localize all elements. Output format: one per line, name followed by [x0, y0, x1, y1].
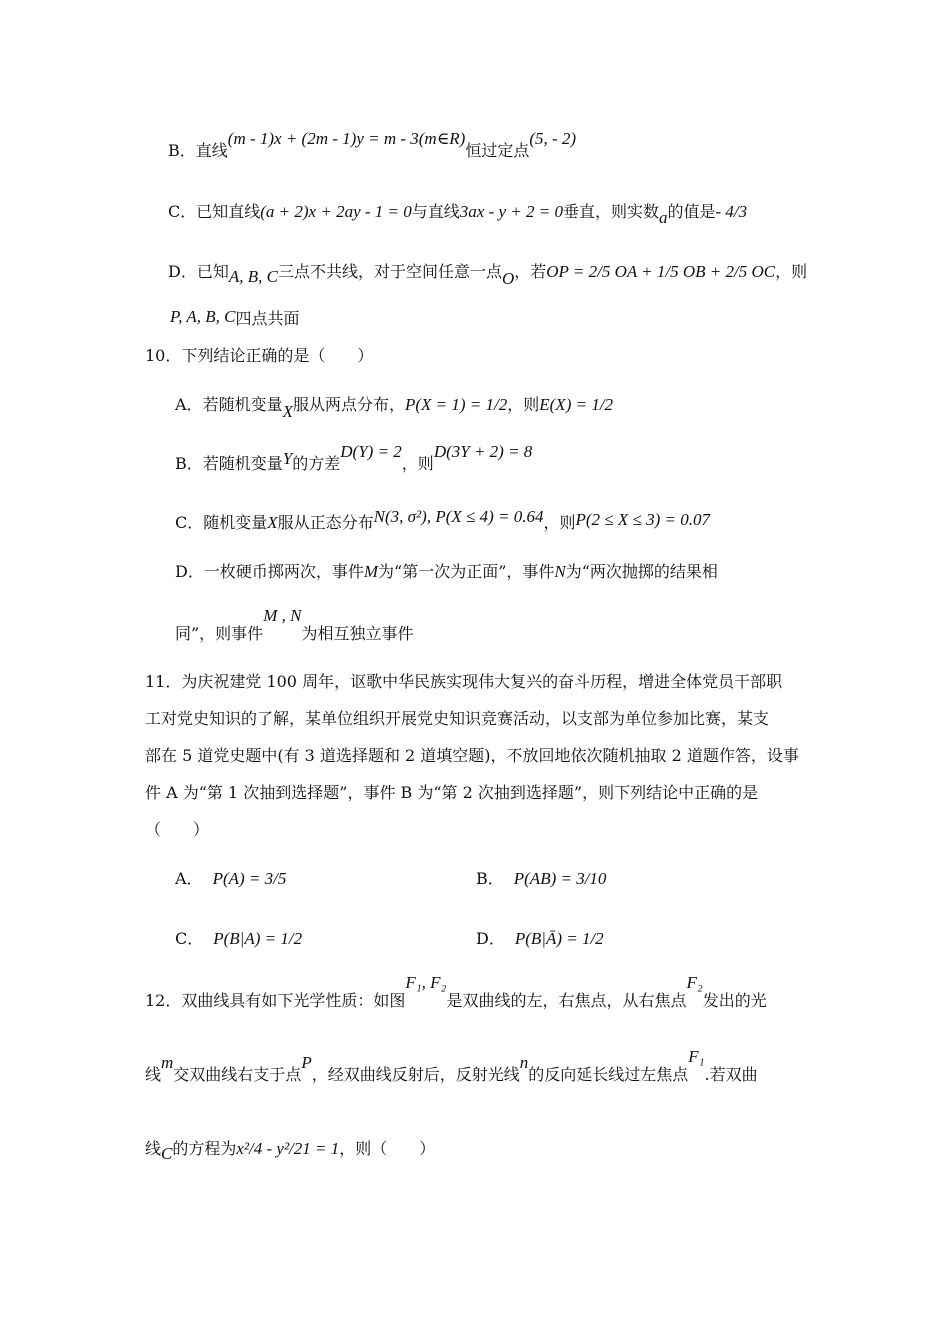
option-text: ，则	[775, 262, 808, 281]
option-text: 随机变量	[203, 513, 268, 532]
option-text: 恒过定点	[465, 141, 530, 160]
text: 线	[145, 1139, 162, 1158]
formula: P(B|A) = 1/2	[213, 929, 303, 948]
formula: P(X = 1) = 1/2	[404, 395, 508, 414]
option-text: 已知	[196, 262, 229, 281]
ray-m: m	[161, 1053, 174, 1072]
fixed-point: (5, - 2)	[529, 129, 577, 148]
option-text: 若随机变量	[202, 395, 283, 414]
option-text: 为“两次抛掷的结果相	[565, 562, 718, 581]
option-label: D．	[175, 562, 204, 581]
line-equation: (m - 1)x + (2m - 1)y = m - 3(m∈R)	[227, 129, 466, 148]
option-text: ，则	[543, 513, 576, 532]
hyperbola-equation: x²/4 - y²/21 = 1	[236, 1139, 340, 1158]
curve-c: C	[161, 1144, 173, 1163]
option-label: A．	[175, 395, 203, 414]
option-text: 服从正态分布	[277, 513, 374, 532]
option-text: 的方差	[292, 454, 341, 473]
formula: P(AB) = 3/10	[513, 869, 607, 888]
option-label: D．	[476, 929, 505, 948]
q12-line-1	[145, 973, 767, 1010]
q11-option-d	[476, 930, 604, 947]
option-label: B．	[175, 454, 203, 473]
text: 线	[145, 1065, 162, 1084]
q12-line-3	[145, 1139, 436, 1163]
option-text: 垂直，则实数	[562, 202, 659, 221]
point-o: O	[501, 269, 515, 288]
option-text: ，若	[514, 262, 547, 281]
q11-line: 件 A 为“第 1 次抽到选择题”，事件 B 为“第 2 次抽到选择题”，则下列结论中正确的是	[145, 783, 759, 802]
option-text: ，则	[401, 454, 434, 473]
answer-value: - 4/3	[715, 202, 748, 221]
q10-option-b	[175, 442, 533, 473]
formula: P(2 ≤ X ≤ 3) = 0.07	[575, 510, 710, 529]
option-label: C．	[175, 513, 204, 532]
event-n: N	[554, 562, 566, 581]
ray-n: n	[519, 1053, 529, 1072]
line-equation-2: 3ax - y + 2 = 0	[459, 202, 563, 221]
option-text: 若随机变量	[202, 454, 283, 473]
q11-line: 部在 5 道党史题中(有 3 道选择题和 2 道填空题)，不放回地依次随机抽取 2 道题作答，设事	[145, 746, 799, 765]
option-text: 直线	[195, 141, 228, 160]
events: M , N	[263, 606, 302, 625]
q11-option-c	[175, 930, 302, 947]
option-label: C．	[175, 929, 204, 948]
q10-option-d	[175, 563, 718, 580]
q9-option-c	[168, 202, 748, 227]
text: 的反向延长线过左焦点	[528, 1065, 689, 1084]
text: 是双曲线的左，右焦点，从右焦点	[446, 991, 687, 1010]
text: 12．双曲线具有如下光学性质：如图	[145, 991, 406, 1010]
option-text: 与直线	[411, 202, 460, 221]
formula: D(Y) = 2	[340, 442, 402, 461]
vector-equation: OP = 2/5 OA + 1/5 OB + 2/5 OC	[546, 262, 776, 281]
q10-option-a	[175, 395, 614, 421]
q9-option-d	[168, 262, 808, 288]
q9-option-d-cont	[170, 307, 300, 328]
variable-y: Y	[282, 449, 293, 468]
option-label: A．	[175, 869, 203, 888]
q10-stem: 10．下列结论正确的是（ ）	[145, 346, 374, 365]
focus-f1: F₁	[688, 1047, 705, 1066]
variable-x: X	[282, 402, 293, 421]
q11-option-a	[175, 870, 286, 887]
option-text: 的值是	[667, 202, 716, 221]
points: A, B, C	[228, 267, 278, 286]
text: ，则（ ）	[339, 1139, 436, 1158]
formula: D(3Y + 2) = 8	[433, 442, 533, 461]
q10-option-d-cont	[175, 606, 414, 643]
text: .若双曲	[704, 1065, 758, 1084]
q11-line: 工对党史知识的了解，某单位组织开展党史知识竞赛活动，以支部为单位参加比赛，某支	[145, 709, 770, 728]
q11-line: 11．为庆祝建党 100 周年，讴歌中华民族实现伟大复兴的奋斗历程，增进全体党员干部职	[145, 672, 783, 691]
option-text: 服从两点分布，	[292, 395, 405, 414]
foci: F₁, F₂	[405, 973, 447, 992]
text: 的方程为	[172, 1139, 237, 1158]
option-label: C．	[168, 202, 197, 221]
event-m: M	[363, 562, 379, 581]
formula: P(A) = 3/5	[212, 869, 287, 888]
option-text: 已知直线	[196, 202, 261, 221]
q11-line: （ ）	[145, 820, 210, 839]
option-text: 为“第一次为正面”，事件	[378, 562, 555, 581]
option-text: 为相互独立事件	[301, 624, 414, 643]
option-text: 四点共面	[235, 309, 300, 328]
points: P, A, B, C	[170, 307, 236, 326]
q12-line-2	[145, 1047, 758, 1084]
text: ，经双曲线反射后，反射光线	[311, 1065, 520, 1084]
focus-f2: F₂	[686, 973, 703, 992]
q9-option-b	[168, 129, 577, 160]
q11-option-b	[476, 870, 606, 887]
formula: E(X) = 1/2	[539, 395, 614, 414]
variable: a	[659, 208, 668, 227]
option-text: 一枚硬币掷两次，事件	[203, 562, 364, 581]
option-label: B．	[476, 869, 504, 888]
text: 发出的光	[702, 991, 767, 1010]
option-text: 同”，则事件	[175, 624, 264, 643]
option-text: 三点不共线，对于空间任意一点	[277, 262, 502, 281]
formula: P(B|Ā) = 1/2	[514, 929, 604, 948]
q10-option-c	[175, 507, 710, 532]
line-equation-1: (a + 2)x + 2ay - 1 = 0	[260, 202, 412, 221]
formula: N(3, σ²), P(X ≤ 4) = 0.64	[373, 507, 544, 526]
point-p: P	[301, 1053, 312, 1072]
option-text: ，则	[507, 395, 540, 414]
option-label: B．	[168, 141, 196, 160]
variable-x: X	[267, 513, 278, 532]
option-label: D．	[168, 262, 197, 281]
text: 交双曲线右支于点	[173, 1065, 302, 1084]
